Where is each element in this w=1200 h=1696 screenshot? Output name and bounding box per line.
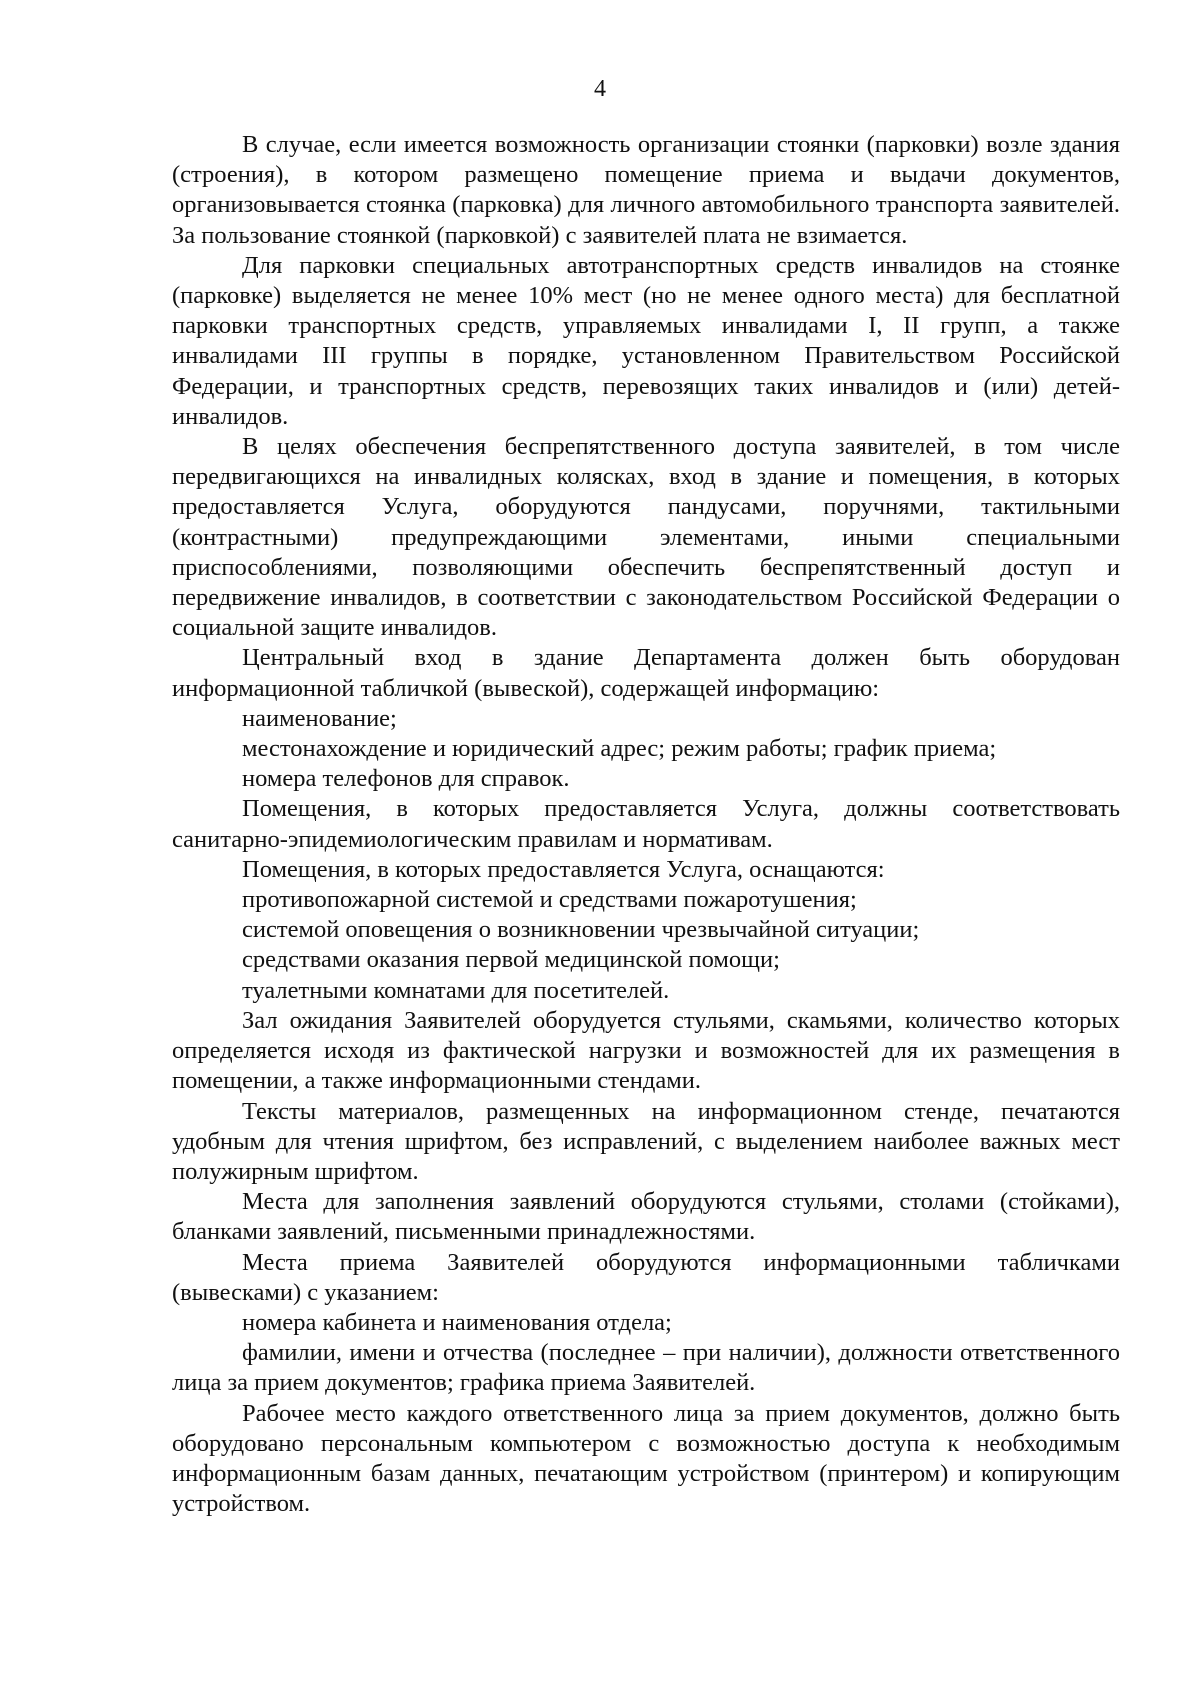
paragraph-central-entrance: Центральный вход в здание Департамента должен быть оборудован информационной табличкой (вывеской), содержащей информацию: [172,644,1120,702]
paragraph-reception-places: Места приема Заявителей оборудуются информационными табличками (вывесками) с указанием: [172,1248,1120,1306]
list-item-responsible-person: фамилии, имени и отчества (последнее – при наличии), должности ответственного лица за прием документов; графика приема Заявителей. [172,1339,1120,1397]
list-item-phones: номера телефонов для справок. [242,765,570,793]
paragraph-parking: В случае, если имеется возможность организации стоянки (парковки) возле здания (строения), в котором размещено помещение приема и выдачи документов, организовывается стоянка (парковка) для личного автомобильного транспорта заявителей. За пользование стоянкой (парковкой) с заявителей плата не взимается. [172,131,1120,249]
paragraph-application-places: Места для заполнения заявлений оборудуются стульями, столами (стойками), бланками заявлений, письменными принадлежностями. [172,1188,1120,1246]
paragraph-sanitary: Помещения, в которых предоставляется Услуга, должны соответствовать санитарно-эпидемиологическим правилам и нормативам. [172,795,1120,853]
list-item-toilets: туалетными комнатами для посетителей. [242,976,670,1004]
paragraph-equipment: Помещения, в которых предоставляется Услуга, оснащаются: [242,855,885,883]
list-item-office-number: номера кабинета и наименования отдела; [242,1308,672,1336]
list-item-name: наименование; [242,704,397,732]
paragraph-accessibility: В целях обеспечения беспрепятственного доступа заявителей, в том числе передвигающихся на инвалидных колясках, вход в здание и помещения, в которых предоставляется Услуга, оборудуются пандусами, поручнями, тактильными (контрастными) предупреждающими элементами, иными специальными приспособлениями, позволяющими обеспечить беспрепятственный доступ и передвижение инвалидов, в соответствии с законодательством Российской Федерации о социальной защите инвалидов. [172,433,1120,642]
paragraph-disabled-parking: Для парковки специальных автотранспортных средств инвалидов на стоянке (парковке) выделяется не менее 10% мест (но не менее одного места) для бесплатной парковки транспортных средств, управляемых инвалидами I, II групп, а также инвалидами III группы в порядке, установленном Правительством Российской Федерации, и транспортных средств, перевозящих таких инвалидов и (или) детей-инвалидов. [172,251,1120,430]
paragraph-workplace: Рабочее место каждого ответственного лица за прием документов, должно быть оборудовано персональным компьютером с возможностью доступа к необходимым информационным базам данных, печатающим устройством (принтером) и копирующим устройством. [172,1399,1120,1518]
document-body [172,130,1120,1519]
page-number: 4 [594,76,606,102]
paragraph-stand-texts: Тексты материалов, размещенных на информационном стенде, печатаются удобным для чтения шрифтом, без исправлений, с выделением наиболее важных мест полужирным шрифтом. [172,1097,1120,1185]
list-item-first-aid: средствами оказания первой медицинской помощи; [242,946,780,974]
list-item-fire-system: противопожарной системой и средствами пожаротушения; [242,886,857,914]
paragraph-waiting-hall: Зал ожидания Заявителей оборудуется стульями, скамьями, количество которых определяется исходя из фактической нагрузки и возможностей для их размещения в помещении, а также информационными стендами. [172,1006,1120,1095]
list-item-alert-system: системой оповещения о возникновении чрезвычайной ситуации; [242,916,920,944]
list-item-address: местонахождение и юридический адрес; режим работы; график приема; [242,735,997,763]
